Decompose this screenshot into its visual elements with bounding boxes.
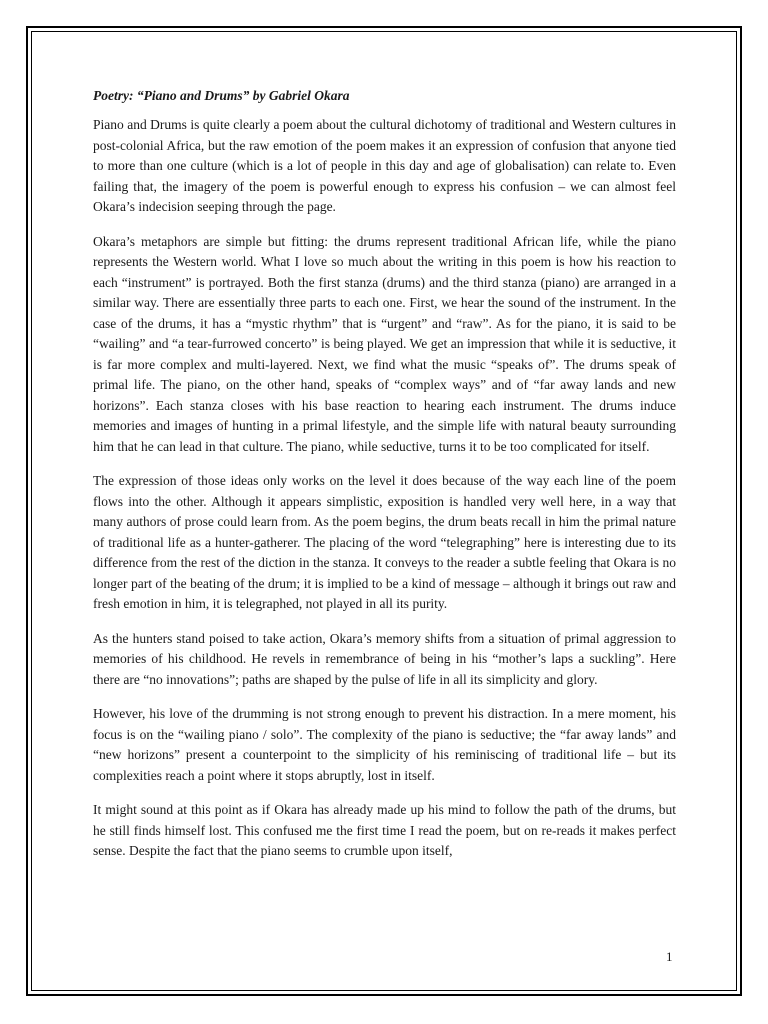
document-body [93, 86, 676, 876]
page-number: 1 [666, 949, 673, 964]
paragraph-4: As the hunters stand poised to take action, Okara’s memory shifts from a situation of primal aggression to memories of his childhood. He revels in remembrance of being in his “mother’s laps a suckling”. Here there are “no innovations”; paths are shaped by the pulse of life in all its simplicity and glory. [93, 630, 676, 687]
paragraph-2: Okara’s metaphors are simple but fitting: the drums represent traditional African life, while the piano represents the Western world. What I love so much about the writing in this poem is how his reaction to each “instrument” is portrayed. Both the first stanza (drums) and the third stanza (piano) are arranged in a similar way. There are essentially three parts to each one. First, we hear the sound of the instrument. In the case of the drums, it has a “mystic rhythm” that is “urgent” and “raw”. As for the piano, it is said to be “wailing” and “a tear-furrowed concerto” is being played. We get an impression that while it is seductive, it is far more complex and multi-layered. Next, we find what the music “speaks of”. The drums speak of primal life. The piano, on the other hand, speaks of “complex ways” and of “far away lands and new horizons”. Each stanza closes with his base reaction to hearing each instrument. The drums induce memories and images of hunting in a primal lifestyle, and the simple life with natural beauty surrounding him that he can lead in that culture. The piano, while seductive, turns it to be too complicated for itself. [93, 233, 676, 454]
paragraph-1: Piano and Drums is quite clearly a poem about the cultural dichotomy of traditional and Western cultures in post-colonial Africa, but the raw emotion of the poem makes it an expression of confusion that anyone tied to more than one culture (which is a lot of people in this day and age of globalisation) can relate to. Even failing that, the imagery of the poem is powerful enough to express his confusion – we can almost feel Okara’s indecision seeping through the page. [93, 117, 676, 214]
document-title: Poetry: “Piano and Drums” by Gabriel Okara [93, 88, 350, 103]
paragraph-3: The expression of those ideas only works on the level it does because of the way each line of the poem flows into the other. Although it appears simplistic, exposition is handled very well here, in a way that many authors of prose could learn from. As the poem begins, the drum beats recall in him the primal nature of traditional life as a hunter-gatherer. The placing of the word “telegraphing” here is interesting due to its difference from the rest of the diction in the stanza. It conveys to the reader a subtle feeling that Okara is no longer part of the beating of the drum; it is implied to be a kind of message – although it brings out raw and fresh emotion in him, it is telegraphed, not played in all its purity. [93, 473, 676, 611]
paragraph-5: However, his love of the drumming is not strong enough to prevent his distraction. In a mere moment, his focus is on the “wailing piano / solo”. The complexity of the piano is seductive; the “far away lands” and “new horizons” present a counterpoint to the simplicity of his reminiscing of traditional life – but its complexities reach a point where it stops abruptly, lost in itself. [93, 706, 676, 783]
paragraph-6: It might sound at this point as if Okara has already made up his mind to follow the path of the drums, but he still finds himself lost. This confused me the first time I read the poem, but on re-reads it makes perfect sense. Despite the fact that the piano seems to crumble upon itself, [93, 802, 676, 858]
